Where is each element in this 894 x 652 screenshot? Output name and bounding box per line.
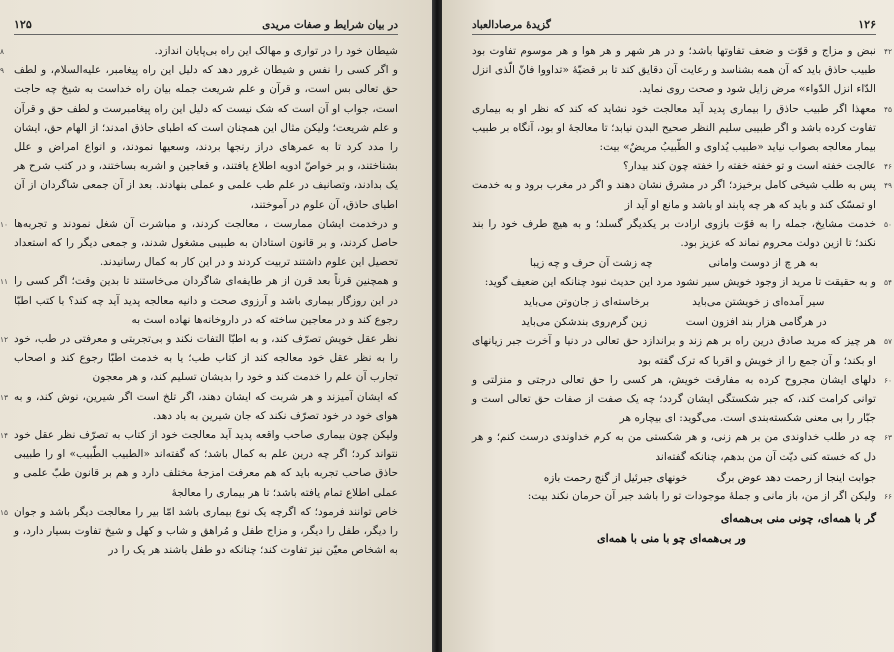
verse-label: بیت: xyxy=(527,489,548,502)
verse-hemistich: زین گرم‌روی بندشکن می‌باید xyxy=(521,316,648,329)
line-number: ۱۵ xyxy=(0,507,9,517)
paragraph xyxy=(0,61,398,215)
paragraph-text: دلهای ایشان مجروح کرده به مفارقت خویش، هر کسی را حق تعالی درجتی و منزلتی و توانی کرامت کند، که جبر شکستگی ایشان گردد؛ چه یک صفت از صفات حق تعالی است و جبّار را بی معنی شکسته‌بندی است. می‌گوید: ای بیچاره هر xyxy=(472,373,876,425)
verse-hemistich: در هرگامی هزار بند افزون است xyxy=(685,316,827,329)
line-number: ۴۶ xyxy=(883,162,892,172)
verse-hemistich: به هر چ از دوست وامانی xyxy=(708,257,819,270)
paragraph-text: و همچنین قرناً بعد قرن از هر طایفه‌ای شاگردان می‌خاستند تا بدین وقت؛ اگر کسی را در این روزگار بیماری باشد و آرزوی صحت و دانیه معالجه پدید آید چه کند؟ با کتب اطبّا رجوع کند و در معاجین ساخته که در داروخانه‌ها نهاده است به xyxy=(14,275,398,326)
line-number: ۸ xyxy=(0,47,5,56)
paragraph xyxy=(472,428,892,466)
line-number: ۱۲ xyxy=(0,335,9,345)
right-page xyxy=(442,0,894,652)
paragraph xyxy=(472,157,892,176)
verse-couplet xyxy=(472,292,876,312)
verse-couplet xyxy=(472,312,876,332)
paragraph-text: و درخدمت ایشان ممارست ، معالجت کردند، و مباشرت آن شغل نمودند و تجربه‌ها حاصل کردند، و بر قانون استادان به طبیبی مشغول شدند، و جمعی دیگر را که استعداد تحصیل این علوم داشتند تربیت کردند و در این کار به کمال رسانیدند. xyxy=(14,217,398,269)
line-number: ۵۴ xyxy=(883,278,892,288)
handwritten-verse-line: ور بی‌همه‌ای چو با منی با همه‌ای xyxy=(597,532,746,546)
handwritten-hemistich: جوابت اینجا از رحمت دهد عوض برگ xyxy=(716,471,876,484)
line-number: ۱۱ xyxy=(0,277,9,287)
handwritten-verse-line: گر با همه‌ای، چونی منی بی‌همه‌ای xyxy=(720,512,876,526)
paragraph-text: شیطان خود را در تواری و مهالک این راه بی‌پایان اندازد. xyxy=(154,45,398,57)
paragraph-text: نبض و مزاج و قوّت و ضعف تفاوتها باشد؛ و در هر شهر و هر هوا و هر موسوم تفاوت بود طبیب حاذق باید که آن همه بشناسد و رعایت آن دقایق کند تا بر قضیّهٔ «تداووا فانّ الّذی انزل الدّاء انزل الدّواء» مرض زایل شود و صحت روی نماید. xyxy=(472,45,876,96)
paragraph xyxy=(472,273,892,292)
paragraph xyxy=(472,371,892,429)
paragraph-text: که ایشان آمیزند و هر شربت که ایشان دهند، اگر تلخ است اگر شیرین، نوش کند، و به هوای خود در خود تصرّف نکند که جان شیرین به باد دهد. xyxy=(14,390,398,422)
book-spine xyxy=(432,0,442,652)
paragraph xyxy=(0,388,398,426)
paragraph-text: خاص توانند فرمود؛ که اگرچه یک نوع بیماری باشد امّا بیر را معالجت دیگر باشد و جوان را دیگر، طفل را دیگر، و مزاج طفل و مُراهق و شاب و کهل و شیخ تفاوت بسیار دارد، و به اشخاص معیّن نیز تفاوت کند؛ چنانکه دو طفل باشند هر یک را در xyxy=(14,505,398,557)
left-header-title: در بیان شرایط و صفات مریدی xyxy=(262,19,398,31)
line-number: ۹ xyxy=(0,66,5,76)
paragraph-text: نظر عقل خویش تصرّف کند، و به اطبّا التفات نکند و بی‌تجربتی و معرفتی در طب، خود را به نظر عقل خود معالجه کند از کتاب طب؛ یا به خدمت اطبّا رجوع کند و اصحاب تجارب آن علم را خدمت کند و خود را بدیشان تسلیم کند، و هر معجون xyxy=(14,333,398,384)
paragraph xyxy=(0,503,398,561)
handwritten-hemistich: خونهای جبرئیل از گنج رحمت بازه xyxy=(543,471,688,484)
left-page xyxy=(0,0,432,652)
line-number: ۱۴ xyxy=(0,431,9,441)
paragraph xyxy=(0,272,398,330)
right-page-body-3 xyxy=(472,332,892,466)
paragraph-text: و اگر کسی را نفس و شیطان غرور دهد که دلیل این راه پیغامبر، علیه‌السلام، و لطف حق تعالی بس است، و قرآن و علم شریعت جمله بیان راه خداست به شیخ چه حاجت است، جواب او آن است که شک نیست که دلیل این راه پیغامبرست و لطف حق و قرآن و علم شریعت؛ ولیکن مثال این همچنان است که اطبای حاذق امدند؛ از الهام حق، ایشان را مدد کرد تا به عمرهای دراز رنجها بردند، وسعیها نمودند، و انواع امراض و علل بشناختند، و بر خواصّ ادویه اطلاع یافتند، و قعاجین و اشربه بساختند، و در کتب شرح هر یک بدادند، وتصانیف در علم طب علمی و عملی بنهادند. بعد از آن جمعی شاگردان از آن اطبای حاذق، آن علوم در آموختند، xyxy=(14,64,398,211)
right-page-number: ۱۲۶ xyxy=(858,18,876,31)
paragraph xyxy=(472,487,892,506)
line-number: ۴۹ xyxy=(883,181,892,191)
paragraph xyxy=(472,42,892,100)
line-number: ۶۶ xyxy=(883,491,892,501)
paragraph-text: و به حقیقت تا مرید از وجود خویش سیر نشود مرد این حدیث نبود چنانکه این ضعیف گوید: xyxy=(484,276,876,289)
line-number: ۴۵ xyxy=(883,104,892,114)
left-page-number: ۱۲۵ xyxy=(14,18,32,31)
line-number: ۱۳ xyxy=(0,392,9,402)
line-number: ۱۰ xyxy=(0,219,9,229)
line-number: ۵۷ xyxy=(883,337,892,347)
right-page-body-4 xyxy=(472,487,892,506)
paragraph-text: معهذا اگر طبیب حاذق را بیماری پدید آید معالجت خود نشاید که کند که نظر او به بیماری تفاوت کرده باشد و اگر طبیبی سلیم النظر صحیح البدن نیابد؛ تا معالجهٔ او بود، آنگاه بر طبیب بیمار معالجه بصواب نیاید «طبیب یُداوی و الطّبیبُ مریضٌ» بیت: xyxy=(472,102,876,154)
paragraph-text: هر چیز که مرید صادق درین راه بر هم زند و براندازد حق تعالی در دنیا و آخرت جبر زیانهای او بکند؛ و آن جمع را از خویش و اقربا که ترک گفته بود xyxy=(472,335,876,367)
verse-couplet xyxy=(472,253,876,273)
right-page-body-2 xyxy=(472,273,892,292)
paragraph-text: پس به طلب شیخی کامل برخیزد؛ اگر در مشرق نشان دهند و اگر در مغرب برود و به خدمت او تمسّک کند و باید که هر چه پابند او باشد و مانع او آید از xyxy=(472,179,876,211)
paragraph-text: چه در طلب خداوندی من بر هم زنی، و هر شکستی من به کرم خداوندی درست کنم؛ و هر دل که خسته کنی دیّت آن من بدهم، چنانکه گفته‌اند xyxy=(472,431,876,463)
line-number: ۵۰ xyxy=(883,219,892,229)
verse-hemistich: برخاسته‌ای ز جان‌وتن می‌باید xyxy=(523,296,650,309)
paragraph-text: خدمت مشایخ، جمله را به قوّت بازوی ارادت بر یکدیگر گسلد؛ و به هیچ طرف خود را بند نکند؛ تا ازین دولت محروم نماند که عزیز بود. xyxy=(472,217,876,250)
right-page-body xyxy=(472,42,892,253)
paragraph xyxy=(0,330,398,388)
paragraph xyxy=(0,215,398,273)
paragraph xyxy=(0,426,398,503)
left-page-body xyxy=(0,42,398,560)
paragraph xyxy=(0,42,398,61)
verse-hemistich: چه زشت آن حرف و چه زیبا xyxy=(529,257,653,270)
line-number: ۴۲ xyxy=(883,47,892,56)
paragraph-text: ولیکن چون بیماری صاحب واقعه پدید آید معالجت خود از کتاب به تصرّف نظر عقل خود نتواند کرد؛ اگر چه درین علم به کمال باشد؛ که گفته‌اند «الطبیب الطّبیب» او را طبیبی حاذق صاحب تجربه باید که هم معرفت امزجهٔ مختلف دارد و هم بر قانون طبّ علمی و عملی اطلاع تمام یافته باشد؛ تا هر بیماری را معالجهٔ xyxy=(14,429,398,499)
line-number: ۶۳ xyxy=(883,433,892,443)
right-header-title: گزیدهٔ مرصادالعباد xyxy=(472,19,551,31)
line-number: ۶۰ xyxy=(883,375,892,385)
left-page-header xyxy=(14,18,398,35)
paragraph xyxy=(472,176,892,214)
paragraph xyxy=(472,215,892,253)
paragraph xyxy=(472,332,892,370)
paragraph-text: ولیکن اگر از من، باز مانی و جملهٔ موجودات تو را باشد جبر آن حرمان نکند xyxy=(551,489,876,502)
paragraph-text: عالجت خفته است و تو خفته خفته را خفته چون کند بیدار؟ xyxy=(622,160,876,173)
right-page-header xyxy=(472,18,876,35)
verse-hemistich: سیر آمده‌ای ز خویشتن می‌باید xyxy=(692,296,825,309)
paragraph xyxy=(472,100,892,158)
handwritten-couplet xyxy=(472,469,876,487)
